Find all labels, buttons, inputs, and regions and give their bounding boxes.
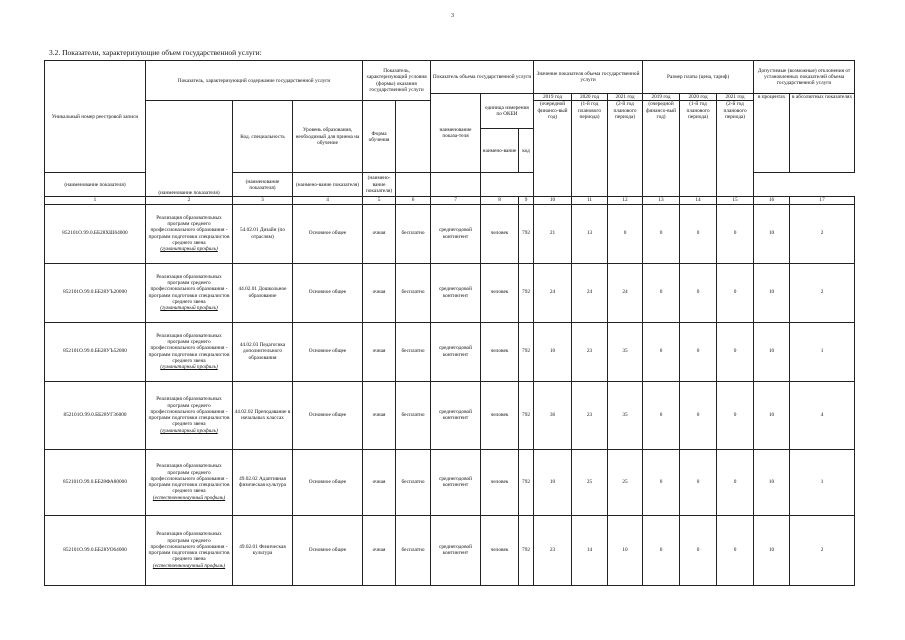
content-text: Реализация образовательных программ среднего профессионального образования - программ подготовки специалистов среднего звена — [148, 214, 230, 246]
value-2021: 24 — [608, 263, 643, 322]
content-cell — [146, 204, 233, 263]
unit-name: человек — [481, 381, 519, 449]
specialty: 49.02.01 Физическая культура — [233, 515, 293, 585]
fee-2021: 0 — [717, 381, 754, 449]
value-2019: 10 — [534, 322, 572, 381]
header-empty-1: (наименование показателя) — [146, 101, 233, 197]
value-2020: 13 — [572, 204, 608, 263]
specialty: 49.02.02 Адаптивная физическая культура — [233, 449, 293, 515]
header-sub-name-3: (наименование показателя) — [45, 173, 146, 197]
header-y2019-a: 2019 год — [534, 94, 572, 101]
value-2020: 23 — [572, 322, 608, 381]
study-form: очная — [363, 515, 396, 585]
header-in-percent: в процентах — [754, 94, 790, 173]
edu-level: Основное общее — [293, 515, 363, 585]
edu-level: Основное общее — [293, 322, 363, 381]
unit-code: 792 — [519, 263, 534, 322]
fee-2020: 0 — [680, 204, 717, 263]
deviation-percent: 10 — [754, 449, 790, 515]
unit-code: 792 — [519, 449, 534, 515]
content-cell — [146, 515, 233, 585]
value-2021: 35 — [608, 322, 643, 381]
column-number: 2 — [146, 197, 233, 204]
column-number: 13 — [643, 197, 680, 204]
column-number: 17 — [790, 197, 855, 204]
edu-level: Основное общее — [293, 263, 363, 322]
fee-2019: 0 — [643, 322, 680, 381]
indicator-name: среднегодовой контингент — [431, 381, 481, 449]
header-content-group: Показатель, характеризующий содержание государственной услуги — [146, 61, 363, 101]
fee-2020: 0 — [680, 515, 717, 585]
column-number: 10 — [534, 197, 572, 204]
column-numbers-row — [45, 197, 855, 204]
header-fy2021-a: 2021 год — [717, 94, 754, 101]
header-sub-name-6: (наимено-вание показателя) — [363, 173, 396, 197]
fee-2019: 0 — [643, 204, 680, 263]
header-fy2020-a: 2020 год — [680, 94, 717, 101]
value-2019: 21 — [534, 204, 572, 263]
table-row — [45, 449, 855, 515]
content-text: Реализация образовательных программ среднего профессионального образования - программ подготовки специалистов среднего звена — [148, 463, 230, 495]
registry-number: 852101О.99.0.ББ28УЪ20000 — [45, 263, 146, 322]
unit-name: человек — [481, 263, 519, 322]
content-cell — [146, 263, 233, 322]
unit-name: человек — [481, 322, 519, 381]
unit-code: 792 — [519, 204, 534, 263]
column-number: 16 — [754, 197, 790, 204]
edu-level: Основное общее — [293, 449, 363, 515]
unit-name: человек — [481, 449, 519, 515]
header-y2019-b: (очередной финансо-вый год) — [534, 101, 572, 197]
fee-2021: 0 — [717, 263, 754, 322]
header-in-absolute: в абсолютных показателях — [790, 94, 855, 173]
value-2020: 14 — [572, 515, 608, 585]
deviation-absolute: 1 — [790, 322, 855, 381]
profile-text: (гуманитарный профиль) — [160, 305, 218, 312]
value-2020: 24 — [572, 263, 608, 322]
fee-2019: 0 — [643, 263, 680, 322]
value-2021: 25 — [608, 449, 643, 515]
profile-text: (гуманитарный профиль) — [160, 427, 218, 434]
column-number: 6 — [396, 197, 431, 204]
unit-code: 792 — [519, 381, 534, 449]
column-number: 5 — [363, 197, 396, 204]
specialty: 44.02.02 Преподавание в начальных классах — [233, 381, 293, 449]
column-number: 9 — [519, 197, 534, 204]
deviation-absolute: 2 — [790, 204, 855, 263]
header-fy2019-b: (очередной финансо-вый год) — [643, 101, 680, 197]
header-unit-code-blank — [431, 173, 481, 197]
fee-2020: 0 — [680, 449, 717, 515]
fee-type: бесплатно — [396, 449, 431, 515]
column-number: 12 — [608, 197, 643, 204]
fee-type: бесплатно — [396, 381, 431, 449]
deviation-absolute: 2 — [790, 515, 855, 585]
table-row — [45, 381, 855, 449]
header-row-1 — [45, 61, 855, 94]
unit-name: человек — [481, 204, 519, 263]
section-title: 3.2. Показатели, характеризующие объем государственной услуги: — [49, 48, 262, 57]
column-number: 15 — [717, 197, 754, 204]
header-value-group: Значение показателя объема государственной услуги — [534, 61, 643, 94]
fee-type: бесплатно — [396, 263, 431, 322]
deviation-percent: 10 — [754, 204, 790, 263]
fee-type: бесплатно — [396, 515, 431, 585]
value-2021: 0 — [608, 204, 643, 263]
fee-2021: 0 — [717, 322, 754, 381]
header-y2020-a: 2020 год — [572, 94, 608, 101]
column-number: 14 — [680, 197, 717, 204]
indicator-name: среднегодовой контингент — [431, 322, 481, 381]
value-2019: 36 — [534, 381, 572, 449]
deviation-absolute: 1 — [790, 449, 855, 515]
content-text: Реализация образовательных программ среднего профессионального образования - программ подготовки специалистов среднего звена — [148, 531, 230, 563]
content-cell — [146, 381, 233, 449]
deviation-percent: 10 — [754, 515, 790, 585]
header-sub-name-5: (наимено-вание показателя) — [293, 173, 363, 197]
fee-2020: 0 — [680, 263, 717, 322]
unit-code: 792 — [519, 322, 534, 381]
header-y2021-a: 2021 год — [608, 94, 643, 101]
header-unit-name-blank — [396, 173, 431, 197]
fee-2021: 0 — [717, 515, 754, 585]
profile-text: (гуманитарный профиль) — [160, 246, 218, 253]
deviation-percent: 10 — [754, 322, 790, 381]
header-sub-name-4: (наименование показателя) — [233, 173, 293, 197]
edu-level: Основное общее — [293, 204, 363, 263]
registry-number: 852101О.99.0.ББ28ФА80000 — [45, 449, 146, 515]
fee-2019: 0 — [643, 449, 680, 515]
profile-text: (гуманитарный профиль) — [160, 364, 218, 371]
header-fy2020-b: (1-й год планового периода) — [680, 101, 717, 197]
deviation-absolute: 2 — [790, 263, 855, 322]
header-fee-group: Размер платы (цена, тариф) — [643, 61, 754, 94]
table-row — [45, 204, 855, 263]
specialty: 54.02.01 Дизайн (по отраслям) — [233, 204, 293, 263]
column-number: 8 — [481, 197, 519, 204]
content-text: Реализация образовательных программ среднего профессионального образования - программ подготовки специалистов среднего звена — [148, 273, 230, 305]
indicator-name: среднегодовой контингент — [431, 515, 481, 585]
fee-2021: 0 — [717, 204, 754, 263]
registry-number: 852101О.99.0.ББ28УО64000 — [45, 515, 146, 585]
header-registry: Уникальный номер реестровой записи — [45, 61, 146, 173]
deviation-percent: 10 — [754, 381, 790, 449]
study-form: очная — [363, 263, 396, 322]
header-volume-group: Показатель объема государственной услуги — [431, 61, 534, 94]
header-code-spec: Код. специальность — [233, 101, 293, 173]
deviation-absolute: 4 — [790, 381, 855, 449]
value-2019: 10 — [534, 449, 572, 515]
column-number: 7 — [431, 197, 481, 204]
header-unit-group: единица измерения по ОКЕИ — [481, 94, 534, 129]
header-y2021-b: (2-й год планового периода) — [608, 101, 643, 197]
indicator-name: среднегодовой контингент — [431, 449, 481, 515]
header-y2020-b: (1-й год планового периода) — [572, 101, 608, 197]
header-deviation-group: Допустимые (возможные) отклонения от установленных показателей объема государственной услуги — [754, 61, 855, 94]
content-text: Реализация образовательных программ среднего профессионального образования - программ подготовки специалистов среднего звена — [148, 396, 230, 428]
study-form: очная — [363, 322, 396, 381]
fee-2020: 0 — [680, 322, 717, 381]
column-number: 3 — [233, 197, 293, 204]
fee-2021: 0 — [717, 449, 754, 515]
table-row — [45, 515, 855, 585]
study-form: очная — [363, 381, 396, 449]
content-cell — [146, 449, 233, 515]
fee-type: бесплатно — [396, 204, 431, 263]
study-form: очная — [363, 204, 396, 263]
fee-2019: 0 — [643, 381, 680, 449]
volume-indicators-table — [44, 60, 855, 586]
profile-text: (естественнонаучный профиль) — [152, 562, 226, 569]
value-2019: 23 — [534, 515, 572, 585]
table-row — [45, 322, 855, 381]
fee-type: бесплатно — [396, 322, 431, 381]
value-2021: 35 — [608, 381, 643, 449]
header-unit-code: код — [519, 129, 534, 173]
unit-code: 792 — [519, 515, 534, 585]
specialty: 44.02.03 Педагогика дополнительного образования — [233, 322, 293, 381]
indicator-name: среднегодовой контингент — [431, 263, 481, 322]
page-number: 3 — [451, 13, 454, 19]
header-edu-level: Уровень образования, необходимый для приема на обучение — [293, 101, 363, 173]
header-form: Форма обучения — [363, 101, 396, 173]
indicator-name: среднегодовой контингент — [431, 204, 481, 263]
profile-text: (естественнонаучный профиль) — [152, 494, 226, 501]
header-conditions-group: Показатель, характеризующий условия (формы) оказания государственной услуги — [363, 61, 431, 101]
registry-number: 852101О.99.0.ББ28ХШ64000 — [45, 204, 146, 263]
header-fy2019-a: 2019 год — [643, 94, 680, 101]
header-indicator-name: наименование показа-теля — [431, 94, 481, 173]
content-text: Реализация образовательных программ среднего профессионального образования - программ подготовки специалистов среднего звена — [148, 332, 230, 364]
deviation-percent: 10 — [754, 263, 790, 322]
study-form: очная — [363, 449, 396, 515]
column-number: 1 — [45, 197, 146, 204]
header-unit-name: наимено-вание — [481, 129, 519, 173]
column-number: 11 — [572, 197, 608, 204]
value-2019: 24 — [534, 263, 572, 322]
fee-2019: 0 — [643, 515, 680, 585]
unit-name: человек — [481, 515, 519, 585]
fee-2020: 0 — [680, 381, 717, 449]
content-cell — [146, 322, 233, 381]
value-2021: 10 — [608, 515, 643, 585]
column-number: 4 — [293, 197, 363, 204]
value-2020: 25 — [572, 449, 608, 515]
edu-level: Основное общее — [293, 381, 363, 449]
table-row — [45, 263, 855, 322]
header-empty-2 — [396, 101, 431, 173]
header-fy2021-b: (2-й год планового периода) — [717, 101, 754, 197]
value-2020: 23 — [572, 381, 608, 449]
registry-number: 852101О.99.0.ББ28УЪ52000 — [45, 322, 146, 381]
registry-number: 852101О.99.0.ББ28УГ36000 — [45, 381, 146, 449]
specialty: 44.02.01 Дошкольное образование — [233, 263, 293, 322]
